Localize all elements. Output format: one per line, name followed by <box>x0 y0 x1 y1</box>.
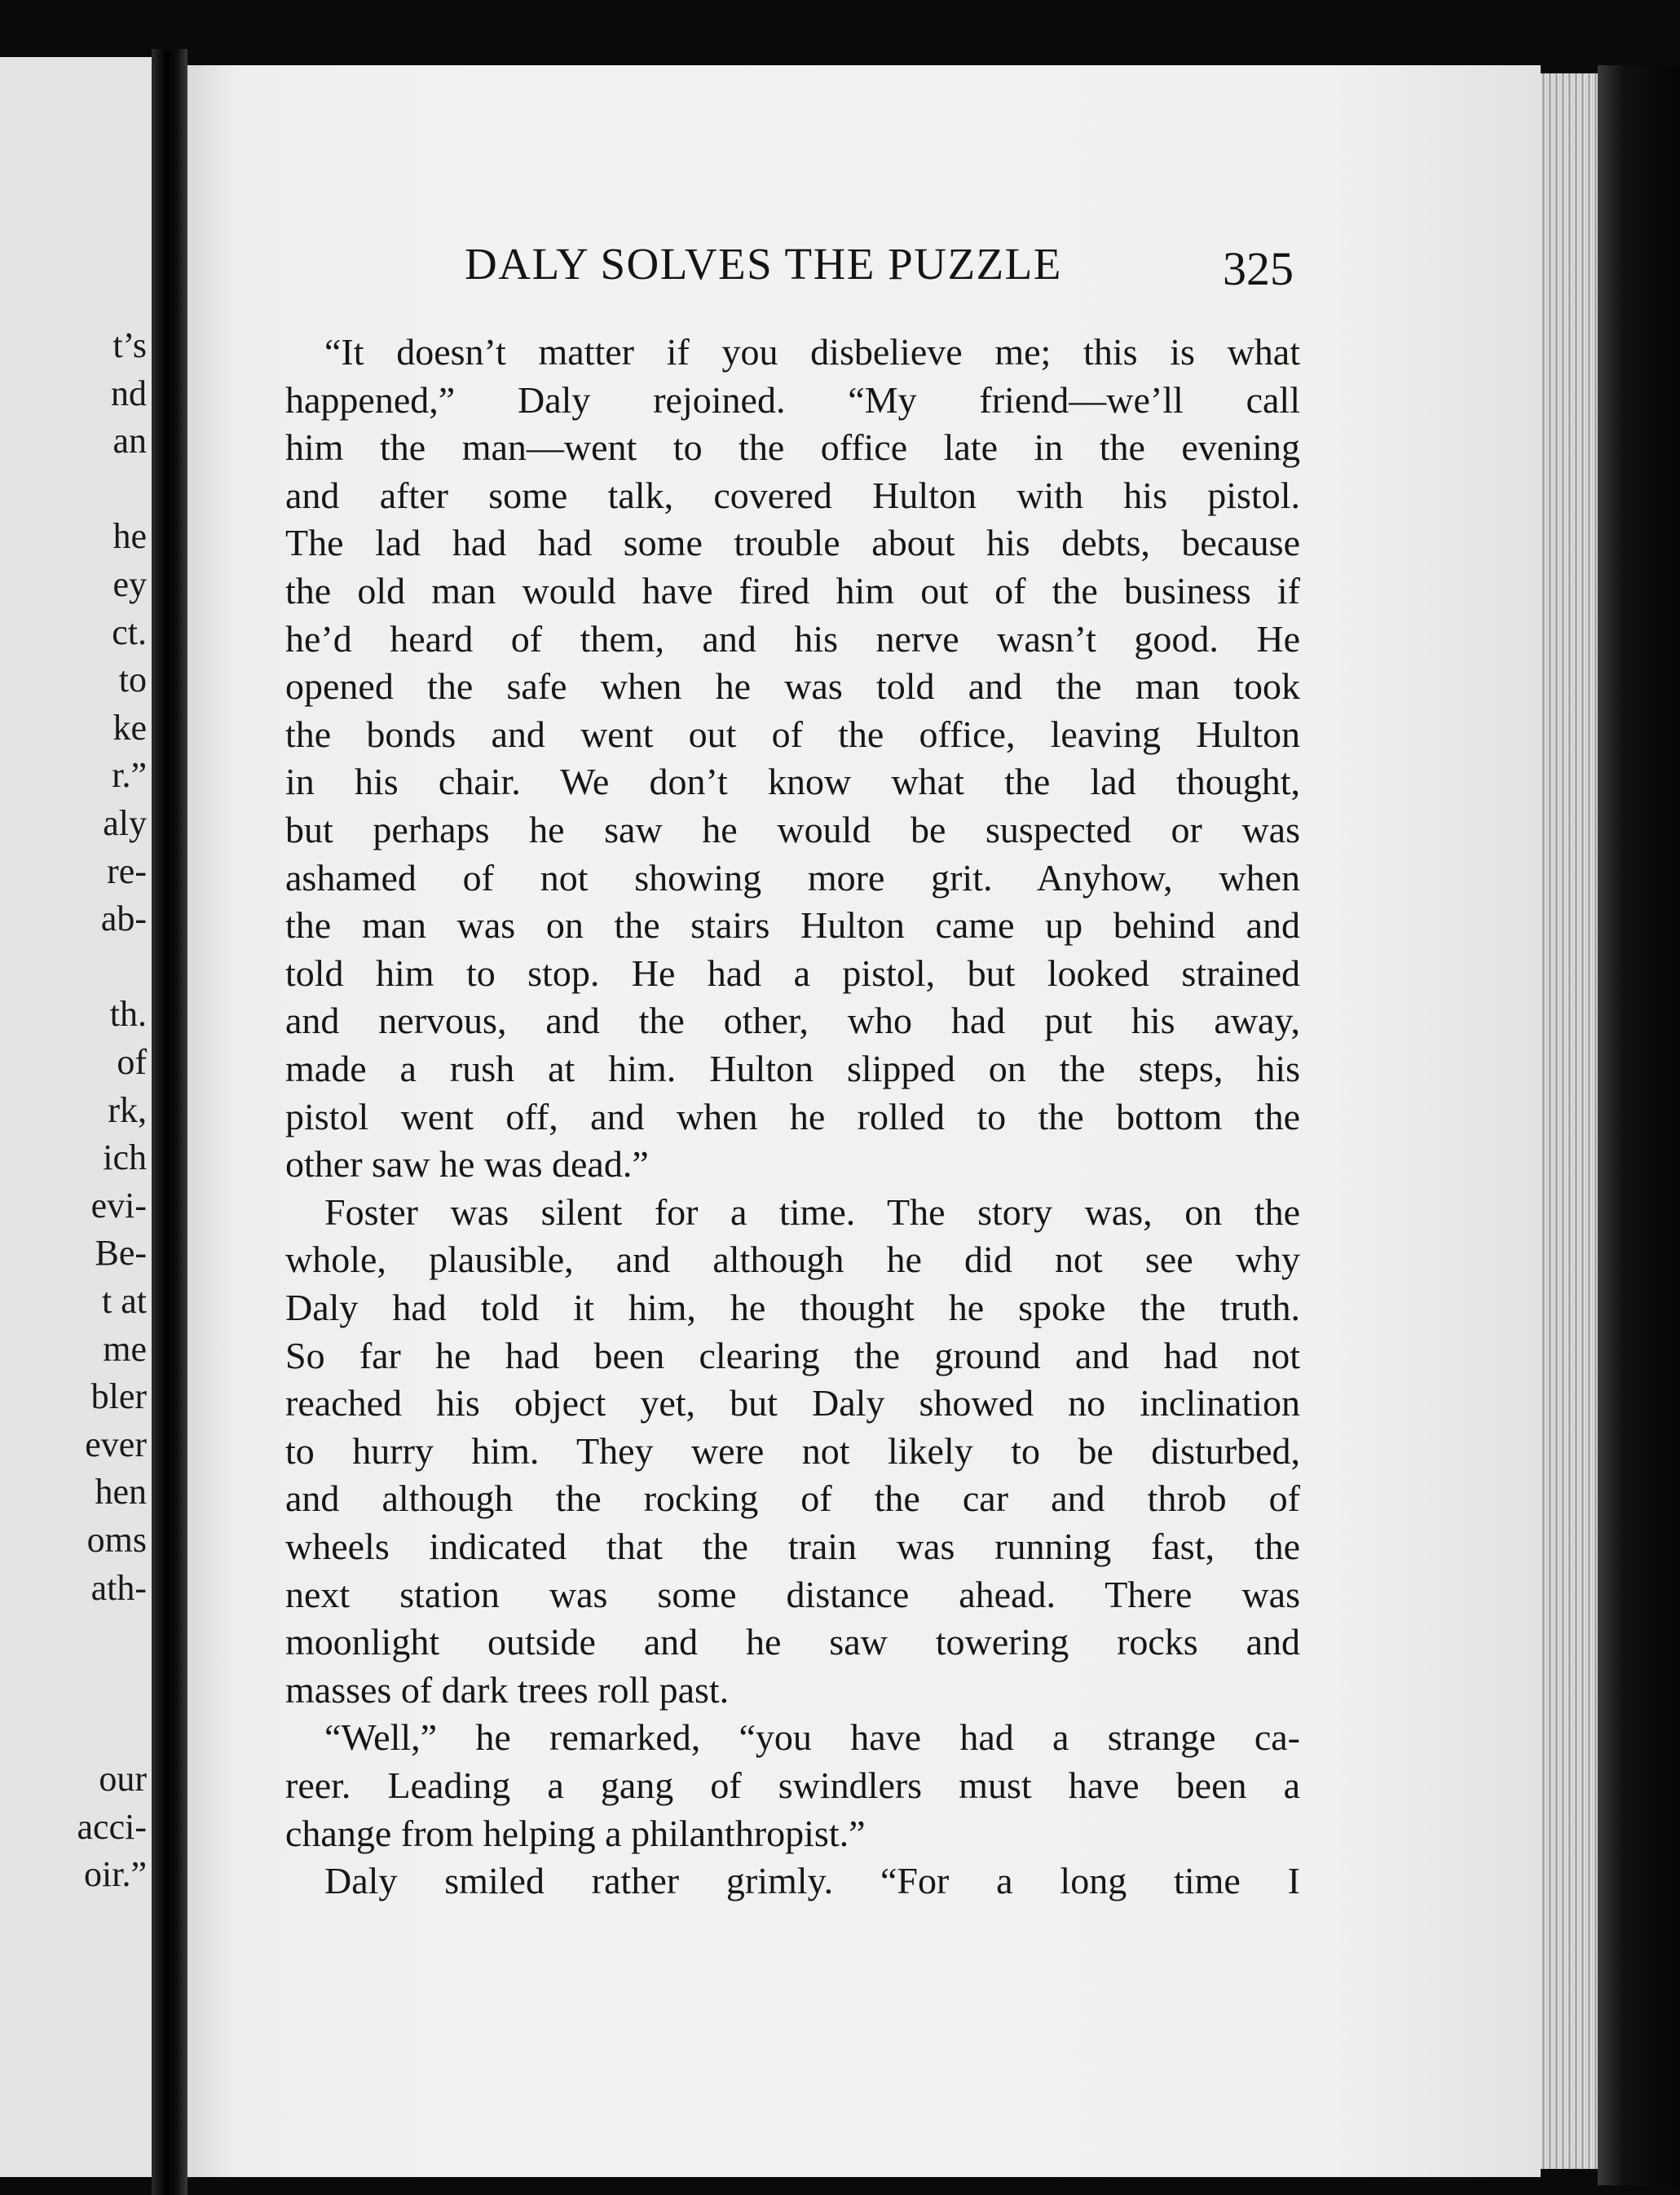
text-line: and although the rocking of the car and throb of <box>285 1477 1300 1520</box>
text-line: Daly had told it him, he thought he spoke the truth. <box>285 1287 1300 1328</box>
text-line: “Well,” he remarked, “you have had a strange ca- <box>324 1716 1300 1759</box>
left-page-fragment: acci- <box>77 1806 147 1847</box>
text-line: the man was on the stairs Hulton came up behind and <box>285 904 1300 947</box>
page-number: 325 <box>1223 242 1294 295</box>
left-page-fragment: ab- <box>100 899 147 939</box>
left-page-fragment: ke <box>112 707 147 748</box>
left-page-fragment: ich <box>103 1137 147 1178</box>
text-line: change from helping a philanthropist.” <box>285 1812 866 1854</box>
text-line: reached his object yet, but Daly showed no inclination <box>285 1382 1300 1424</box>
text-line: made a rush at him. Hulton slipped on the steps, his <box>285 1048 1300 1089</box>
left-page-fragment: of <box>117 1042 147 1082</box>
text-line: ashamed of not showing more grit. Anyhow, when <box>285 856 1300 899</box>
text-line: and after some talk, covered Hulton with his pistol. <box>285 474 1300 516</box>
left-page-fragment: nd <box>111 373 147 413</box>
text-line: The lad had had some trouble about his debts, because <box>285 522 1300 564</box>
running-head: DALY SOLVES THE PUZZLE <box>465 239 1062 289</box>
left-page-fragment: to <box>118 660 147 700</box>
text-line: masses of dark trees roll past. <box>285 1668 730 1711</box>
left-page-fragment: hen <box>95 1472 147 1513</box>
text-line: pistol went off, and when he rolled to the bottom the <box>285 1095 1300 1137</box>
text-line: told him to stop. He had a pistol, but looked strained <box>285 952 1300 994</box>
text-line: in his chair. We don’t know what the lad thought, <box>285 761 1300 803</box>
left-page-fragment: me <box>103 1328 147 1369</box>
text-line: the bonds and went out of the office, leaving Hulton <box>285 713 1300 755</box>
text-line: reer. Leading a gang of swindlers must have been a <box>285 1764 1300 1806</box>
left-page-fragment: an <box>112 421 147 462</box>
left-page-fragment: th. <box>109 994 147 1035</box>
text-line: Foster was silent for a time. The story was, on the <box>324 1190 1300 1233</box>
text-line: wheels indicated that the train was running fast, the <box>285 1526 1300 1567</box>
left-page-fragment: ath- <box>90 1567 147 1608</box>
left-facing-page <box>0 57 152 2177</box>
text-line: Daly smiled rather grimly. “For a long time I <box>324 1860 1300 1902</box>
text-line: he’d heard of them, and his nerve wasn’t good. He <box>285 617 1300 660</box>
left-page-fragment: re- <box>107 850 147 891</box>
text-line: opened the safe when he was told and the man took <box>285 665 1300 708</box>
text-line: and nervous, and the other, who had put his away, <box>285 1000 1300 1042</box>
text-line: to hurry him. They were not likely to be disturbed, <box>285 1429 1300 1472</box>
text-line: the old man would have fired him out of the business if <box>285 570 1300 612</box>
book-gutter <box>152 49 187 2195</box>
left-page-fragment: Be- <box>95 1233 147 1274</box>
left-page-fragment: evi- <box>90 1185 147 1226</box>
left-page-fragment: t at <box>102 1281 147 1321</box>
left-page-fragment: bler <box>90 1376 147 1417</box>
book-cover-edge <box>1598 65 1680 2185</box>
left-page-fragment: t’s <box>112 325 147 365</box>
text-line: “It doesn’t matter if you disbelieve me; this is what <box>324 331 1300 373</box>
text-line: him the man—went to the office late in the evening <box>285 426 1300 469</box>
text-line: but perhaps he saw he would be suspected or was <box>285 809 1300 850</box>
left-page-fragment: ey <box>112 564 147 604</box>
left-page-fragment: ever <box>85 1424 147 1464</box>
left-page-fragment: ct. <box>112 612 147 652</box>
left-page-fragment: he <box>112 516 147 557</box>
left-page-fragment: oms <box>86 1520 147 1560</box>
left-page-fragment: aly <box>103 803 147 843</box>
text-line: So far he had been clearing the ground and had not <box>285 1334 1300 1376</box>
text-line: whole, plausible, and although he did not see why <box>285 1239 1300 1281</box>
page-edges <box>1541 73 1598 2169</box>
text-line: other saw he was dead.” <box>285 1143 649 1186</box>
left-page-fragment: oir.” <box>84 1854 147 1895</box>
left-page-fragment: our <box>99 1759 147 1799</box>
text-line: next station was some distance ahead. There was <box>285 1573 1300 1615</box>
text-line: happened,” Daly rejoined. “My friend—we’ll call <box>285 378 1300 421</box>
text-line: moonlight outside and he saw towering rocks and <box>285 1621 1300 1663</box>
left-page-fragment: r.” <box>112 755 147 796</box>
left-page-fragment: rk, <box>108 1089 147 1130</box>
